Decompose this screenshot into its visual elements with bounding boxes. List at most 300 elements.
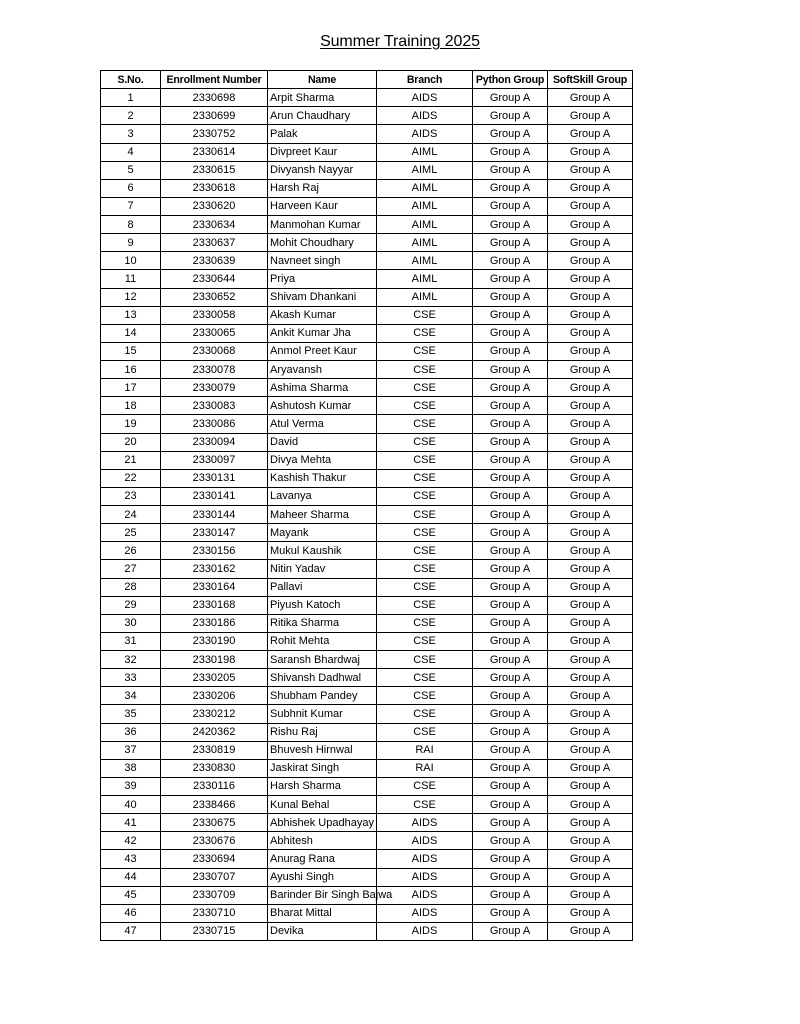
cell-branch: AIML: [377, 234, 473, 252]
table-row: [101, 361, 633, 379]
cell-name: Pallavi: [268, 578, 377, 596]
cell-branch: CSE: [377, 596, 473, 614]
cell-name: Maheer Sharma: [268, 506, 377, 524]
cell-branch: CSE: [377, 705, 473, 723]
cell-enrollment-number: 2330634: [161, 216, 268, 234]
table-row: [101, 506, 633, 524]
header-branch: Branch: [377, 71, 473, 89]
cell-python-group: Group A: [473, 89, 548, 107]
cell-name: Ashutosh Kumar: [268, 397, 377, 415]
cell-name: Navneet singh: [268, 252, 377, 270]
cell-softskill-group: Group A: [548, 161, 633, 179]
cell-branch: CSE: [377, 542, 473, 560]
cell-sno: 20: [101, 433, 161, 451]
cell-enrollment-number: 2330710: [161, 904, 268, 922]
cell-softskill-group: Group A: [548, 542, 633, 560]
cell-softskill-group: Group A: [548, 651, 633, 669]
cell-softskill-group: Group A: [548, 814, 633, 832]
cell-enrollment-number: 2330078: [161, 361, 268, 379]
cell-enrollment-number: 2330212: [161, 705, 268, 723]
cell-sno: 26: [101, 542, 161, 560]
cell-branch: CSE: [377, 451, 473, 469]
cell-name: Ayushi Singh: [268, 868, 377, 886]
cell-python-group: Group A: [473, 379, 548, 397]
cell-softskill-group: Group A: [548, 669, 633, 687]
cell-branch: CSE: [377, 415, 473, 433]
cell-python-group: Group A: [473, 197, 548, 215]
cell-name: Shivansh Dadhwal: [268, 669, 377, 687]
cell-python-group: Group A: [473, 161, 548, 179]
cell-name: Akash Kumar: [268, 306, 377, 324]
cell-softskill-group: Group A: [548, 487, 633, 505]
cell-branch: CSE: [377, 469, 473, 487]
cell-branch: AIML: [377, 288, 473, 306]
cell-sno: 32: [101, 651, 161, 669]
cell-sno: 25: [101, 524, 161, 542]
cell-softskill-group: Group A: [548, 179, 633, 197]
cell-sno: 14: [101, 324, 161, 342]
cell-branch: CSE: [377, 306, 473, 324]
cell-name: David: [268, 433, 377, 451]
table-row: [101, 197, 633, 215]
cell-name: Divyansh Nayyar: [268, 161, 377, 179]
cell-softskill-group: Group A: [548, 614, 633, 632]
cell-sno: 44: [101, 868, 161, 886]
cell-enrollment-number: 2330639: [161, 252, 268, 270]
cell-softskill-group: Group A: [548, 252, 633, 270]
cell-branch: AIDS: [377, 886, 473, 904]
cell-sno: 27: [101, 560, 161, 578]
cell-enrollment-number: 2330819: [161, 741, 268, 759]
cell-python-group: Group A: [473, 922, 548, 940]
table-row: [101, 614, 633, 632]
cell-enrollment-number: 2330141: [161, 487, 268, 505]
cell-name: Harveen Kaur: [268, 197, 377, 215]
cell-python-group: Group A: [473, 342, 548, 360]
table-row: [101, 578, 633, 596]
cell-softskill-group: Group A: [548, 125, 633, 143]
cell-enrollment-number: 2330830: [161, 759, 268, 777]
cell-enrollment-number: 2330614: [161, 143, 268, 161]
table-row: [101, 868, 633, 886]
table-body: [101, 89, 633, 941]
cell-sno: 46: [101, 904, 161, 922]
cell-name: Saransh Bhardwaj: [268, 651, 377, 669]
cell-name: Nitin Yadav: [268, 560, 377, 578]
cell-enrollment-number: 2330205: [161, 669, 268, 687]
cell-softskill-group: Group A: [548, 197, 633, 215]
table-row: [101, 632, 633, 650]
table-row: [101, 270, 633, 288]
cell-name: Atul Verma: [268, 415, 377, 433]
cell-python-group: Group A: [473, 433, 548, 451]
cell-softskill-group: Group A: [548, 270, 633, 288]
cell-python-group: Group A: [473, 252, 548, 270]
cell-softskill-group: Group A: [548, 143, 633, 161]
cell-enrollment-number: 2420362: [161, 723, 268, 741]
cell-softskill-group: Group A: [548, 832, 633, 850]
cell-enrollment-number: 2330097: [161, 451, 268, 469]
table-row: [101, 288, 633, 306]
cell-softskill-group: Group A: [548, 777, 633, 795]
cell-enrollment-number: 2330618: [161, 179, 268, 197]
cell-sno: 1: [101, 89, 161, 107]
cell-softskill-group: Group A: [548, 107, 633, 125]
table-row: [101, 814, 633, 832]
cell-branch: AIDS: [377, 850, 473, 868]
cell-branch: AIDS: [377, 89, 473, 107]
cell-branch: AIML: [377, 252, 473, 270]
cell-enrollment-number: 2330652: [161, 288, 268, 306]
cell-enrollment-number: 2330168: [161, 596, 268, 614]
cell-name: Kunal Behal: [268, 796, 377, 814]
cell-softskill-group: Group A: [548, 361, 633, 379]
cell-python-group: Group A: [473, 723, 548, 741]
cell-name: Aryavansh: [268, 361, 377, 379]
cell-branch: CSE: [377, 632, 473, 650]
cell-sno: 6: [101, 179, 161, 197]
cell-softskill-group: Group A: [548, 596, 633, 614]
cell-enrollment-number: 2330131: [161, 469, 268, 487]
cell-branch: CSE: [377, 342, 473, 360]
cell-sno: 10: [101, 252, 161, 270]
cell-sno: 18: [101, 397, 161, 415]
cell-python-group: Group A: [473, 397, 548, 415]
cell-enrollment-number: 2330715: [161, 922, 268, 940]
cell-name: Piyush Katoch: [268, 596, 377, 614]
cell-name: Jaskirat Singh: [268, 759, 377, 777]
cell-softskill-group: Group A: [548, 687, 633, 705]
cell-name: Abhitesh: [268, 832, 377, 850]
cell-branch: AIML: [377, 179, 473, 197]
cell-sno: 37: [101, 741, 161, 759]
table-row: [101, 850, 633, 868]
cell-enrollment-number: 2330164: [161, 578, 268, 596]
cell-python-group: Group A: [473, 542, 548, 560]
cell-softskill-group: Group A: [548, 886, 633, 904]
cell-softskill-group: Group A: [548, 904, 633, 922]
cell-name: Anmol Preet Kaur: [268, 342, 377, 360]
cell-enrollment-number: 2330058: [161, 306, 268, 324]
header-sno: S.No.: [101, 71, 161, 89]
cell-name: Divya Mehta: [268, 451, 377, 469]
cell-name: Ashima Sharma: [268, 379, 377, 397]
cell-enrollment-number: 2330086: [161, 415, 268, 433]
table-row: [101, 252, 633, 270]
cell-enrollment-number: 2330752: [161, 125, 268, 143]
cell-python-group: Group A: [473, 506, 548, 524]
cell-sno: 36: [101, 723, 161, 741]
cell-sno: 21: [101, 451, 161, 469]
cell-branch: AIDS: [377, 922, 473, 940]
cell-softskill-group: Group A: [548, 469, 633, 487]
cell-sno: 15: [101, 342, 161, 360]
cell-name: Priya: [268, 270, 377, 288]
cell-name: Bhuvesh Hirnwal: [268, 741, 377, 759]
table-row: [101, 161, 633, 179]
cell-sno: 41: [101, 814, 161, 832]
cell-name: Kashish Thakur: [268, 469, 377, 487]
cell-branch: CSE: [377, 524, 473, 542]
cell-name: Palak: [268, 125, 377, 143]
cell-sno: 29: [101, 596, 161, 614]
table-row: [101, 669, 633, 687]
cell-enrollment-number: 2330116: [161, 777, 268, 795]
cell-enrollment-number: 2330083: [161, 397, 268, 415]
cell-branch: CSE: [377, 723, 473, 741]
cell-sno: 38: [101, 759, 161, 777]
cell-enrollment-number: 2330079: [161, 379, 268, 397]
cell-enrollment-number: 2330699: [161, 107, 268, 125]
cell-branch: AIML: [377, 161, 473, 179]
cell-enrollment-number: 2330198: [161, 651, 268, 669]
header-python-group: Python Group: [473, 71, 548, 89]
cell-branch: CSE: [377, 487, 473, 505]
cell-python-group: Group A: [473, 560, 548, 578]
cell-name: Rohit Mehta: [268, 632, 377, 650]
cell-sno: 47: [101, 922, 161, 940]
cell-enrollment-number: 2330068: [161, 342, 268, 360]
cell-enrollment-number: 2330190: [161, 632, 268, 650]
table-row: [101, 723, 633, 741]
cell-enrollment-number: 2330676: [161, 832, 268, 850]
cell-name: Subhnit Kumar: [268, 705, 377, 723]
cell-sno: 2: [101, 107, 161, 125]
cell-python-group: Group A: [473, 705, 548, 723]
cell-python-group: Group A: [473, 850, 548, 868]
cell-enrollment-number: 2330637: [161, 234, 268, 252]
cell-branch: CSE: [377, 324, 473, 342]
page-title: Summer Training 2025: [320, 33, 480, 50]
cell-enrollment-number: 2330206: [161, 687, 268, 705]
cell-name: Manmohan Kumar: [268, 216, 377, 234]
cell-enrollment-number: 2330644: [161, 270, 268, 288]
student-roster-table: [100, 70, 633, 941]
cell-python-group: Group A: [473, 524, 548, 542]
cell-enrollment-number: 2330707: [161, 868, 268, 886]
cell-sno: 28: [101, 578, 161, 596]
table-row: [101, 451, 633, 469]
cell-python-group: Group A: [473, 324, 548, 342]
table-row: [101, 596, 633, 614]
cell-sno: 30: [101, 614, 161, 632]
cell-python-group: Group A: [473, 886, 548, 904]
table-row: [101, 107, 633, 125]
cell-sno: 23: [101, 487, 161, 505]
cell-name: Divpreet Kaur: [268, 143, 377, 161]
cell-python-group: Group A: [473, 777, 548, 795]
cell-softskill-group: Group A: [548, 234, 633, 252]
cell-enrollment-number: 2330065: [161, 324, 268, 342]
table-row: [101, 143, 633, 161]
cell-python-group: Group A: [473, 143, 548, 161]
cell-python-group: Group A: [473, 741, 548, 759]
cell-python-group: Group A: [473, 216, 548, 234]
cell-enrollment-number: 2330675: [161, 814, 268, 832]
cell-python-group: Group A: [473, 669, 548, 687]
table-row: [101, 687, 633, 705]
cell-python-group: Group A: [473, 451, 548, 469]
table-row: [101, 342, 633, 360]
table-row: [101, 796, 633, 814]
table-row: [101, 89, 633, 107]
cell-sno: 13: [101, 306, 161, 324]
cell-name: Rishu Raj: [268, 723, 377, 741]
cell-softskill-group: Group A: [548, 560, 633, 578]
cell-sno: 17: [101, 379, 161, 397]
cell-name: Shivam Dhankani: [268, 288, 377, 306]
table-row: [101, 433, 633, 451]
table-row: [101, 886, 633, 904]
table-row: [101, 379, 633, 397]
cell-softskill-group: Group A: [548, 288, 633, 306]
cell-python-group: Group A: [473, 651, 548, 669]
cell-sno: 34: [101, 687, 161, 705]
cell-softskill-group: Group A: [548, 89, 633, 107]
cell-python-group: Group A: [473, 234, 548, 252]
cell-name: Shubham Pandey: [268, 687, 377, 705]
cell-softskill-group: Group A: [548, 524, 633, 542]
cell-branch: CSE: [377, 669, 473, 687]
cell-softskill-group: Group A: [548, 306, 633, 324]
cell-enrollment-number: 2330156: [161, 542, 268, 560]
cell-softskill-group: Group A: [548, 868, 633, 886]
cell-python-group: Group A: [473, 469, 548, 487]
table-row: [101, 306, 633, 324]
header-enrollment-number: Enrollment Number: [161, 71, 268, 89]
cell-enrollment-number: 2330144: [161, 506, 268, 524]
cell-python-group: Group A: [473, 361, 548, 379]
cell-enrollment-number: 2338466: [161, 796, 268, 814]
cell-sno: 12: [101, 288, 161, 306]
cell-softskill-group: Group A: [548, 451, 633, 469]
cell-softskill-group: Group A: [548, 506, 633, 524]
cell-branch: CSE: [377, 379, 473, 397]
cell-sno: 16: [101, 361, 161, 379]
cell-branch: AIDS: [377, 814, 473, 832]
cell-enrollment-number: 2330186: [161, 614, 268, 632]
table-row: [101, 125, 633, 143]
cell-python-group: Group A: [473, 578, 548, 596]
cell-enrollment-number: 2330620: [161, 197, 268, 215]
table-row: [101, 469, 633, 487]
cell-sno: 40: [101, 796, 161, 814]
table-row: [101, 524, 633, 542]
cell-name: Ritika Sharma: [268, 614, 377, 632]
cell-sno: 5: [101, 161, 161, 179]
header-name: Name: [268, 71, 377, 89]
cell-python-group: Group A: [473, 759, 548, 777]
cell-enrollment-number: 2330698: [161, 89, 268, 107]
cell-enrollment-number: 2330147: [161, 524, 268, 542]
cell-softskill-group: Group A: [548, 705, 633, 723]
cell-branch: CSE: [377, 397, 473, 415]
cell-python-group: Group A: [473, 814, 548, 832]
cell-python-group: Group A: [473, 179, 548, 197]
cell-branch: AIDS: [377, 107, 473, 125]
cell-branch: CSE: [377, 578, 473, 596]
cell-branch: CSE: [377, 651, 473, 669]
cell-branch: CSE: [377, 560, 473, 578]
cell-sno: 19: [101, 415, 161, 433]
table-row: [101, 651, 633, 669]
cell-name: Mukul Kaushik: [268, 542, 377, 560]
cell-python-group: Group A: [473, 288, 548, 306]
cell-python-group: Group A: [473, 125, 548, 143]
cell-python-group: Group A: [473, 596, 548, 614]
cell-softskill-group: Group A: [548, 433, 633, 451]
cell-branch: AIML: [377, 197, 473, 215]
table-header-row: [101, 71, 633, 89]
cell-branch: CSE: [377, 433, 473, 451]
cell-sno: 39: [101, 777, 161, 795]
cell-softskill-group: Group A: [548, 723, 633, 741]
cell-python-group: Group A: [473, 614, 548, 632]
cell-sno: 24: [101, 506, 161, 524]
cell-python-group: Group A: [473, 868, 548, 886]
cell-python-group: Group A: [473, 796, 548, 814]
cell-sno: 33: [101, 669, 161, 687]
cell-branch: RAI: [377, 759, 473, 777]
table-row: [101, 560, 633, 578]
cell-python-group: Group A: [473, 632, 548, 650]
table-row: [101, 705, 633, 723]
cell-name: Devika: [268, 922, 377, 940]
cell-sno: 4: [101, 143, 161, 161]
table-row: [101, 397, 633, 415]
cell-name: Mayank: [268, 524, 377, 542]
cell-python-group: Group A: [473, 487, 548, 505]
cell-python-group: Group A: [473, 832, 548, 850]
cell-name: Lavanya: [268, 487, 377, 505]
cell-branch: AIML: [377, 143, 473, 161]
cell-sno: 35: [101, 705, 161, 723]
cell-enrollment-number: 2330615: [161, 161, 268, 179]
cell-sno: 3: [101, 125, 161, 143]
cell-branch: CSE: [377, 614, 473, 632]
cell-sno: 9: [101, 234, 161, 252]
cell-softskill-group: Group A: [548, 379, 633, 397]
cell-softskill-group: Group A: [548, 578, 633, 596]
cell-name: Arun Chaudhary: [268, 107, 377, 125]
cell-name: Harsh Sharma: [268, 777, 377, 795]
cell-name: Mohit Choudhary: [268, 234, 377, 252]
table-row: [101, 777, 633, 795]
cell-sno: 45: [101, 886, 161, 904]
cell-softskill-group: Group A: [548, 741, 633, 759]
cell-softskill-group: Group A: [548, 632, 633, 650]
cell-python-group: Group A: [473, 306, 548, 324]
cell-branch: AIML: [377, 216, 473, 234]
table-row: [101, 487, 633, 505]
cell-enrollment-number: 2330709: [161, 886, 268, 904]
cell-python-group: Group A: [473, 107, 548, 125]
cell-python-group: Group A: [473, 904, 548, 922]
table-row: [101, 904, 633, 922]
cell-sno: 22: [101, 469, 161, 487]
cell-branch: AIDS: [377, 904, 473, 922]
table-row: [101, 759, 633, 777]
cell-sno: 11: [101, 270, 161, 288]
cell-sno: 42: [101, 832, 161, 850]
table-row: [101, 922, 633, 940]
table-row: [101, 741, 633, 759]
table-row: [101, 832, 633, 850]
cell-branch: AIML: [377, 270, 473, 288]
cell-branch: CSE: [377, 796, 473, 814]
cell-softskill-group: Group A: [548, 397, 633, 415]
cell-branch: CSE: [377, 777, 473, 795]
